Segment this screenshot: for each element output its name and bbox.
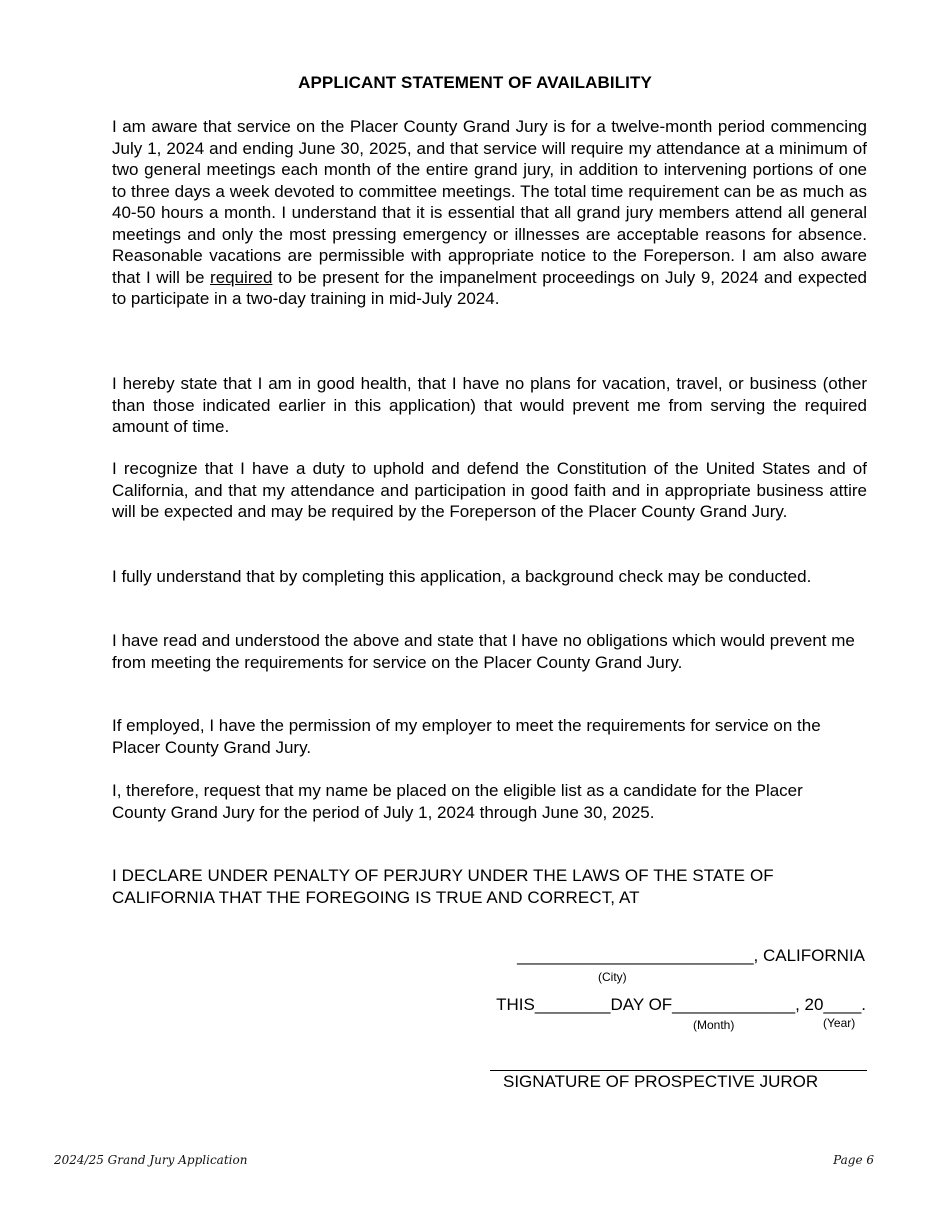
paragraph-background-check: I fully understand that by completing this application, a background check may be conducted. bbox=[112, 567, 812, 586]
month-caption: (Month) bbox=[693, 1018, 735, 1032]
footer-page-number: Page 6 bbox=[833, 1153, 874, 1167]
page-title: APPLICANT STATEMENT OF AVAILABILITY bbox=[298, 73, 652, 92]
footer-document-name: 2024/25 Grand Jury Application bbox=[54, 1153, 248, 1167]
paragraph-text: I am aware that service on the Placer County Grand Jury is for a twelve-month period commencing July 1, 2024 and ending June 30, 2025, and that service will require my attendance at a minimum of two general meetings each month of the entire grand jury, in addition to intervening portions of one to three days a week devoted to committee meetings. The total time requirement can be as much as 40-50 hours a month. I understand that it is essential that all grand jury members attend all general meetings and only the most pressing emergency or illnesses are acceptable reasons for absence. Reasonable vacations are permissible with appropriate notice to the Foreperson. I am also aware that I will be bbox=[112, 117, 867, 287]
year-caption: (Year) bbox=[823, 1016, 856, 1030]
signature-line[interactable] bbox=[490, 1070, 867, 1071]
paragraph-eligible-list-request: I, therefore, request that my name be placed on the eligible list as a candidate for the Placer County Grand Jury for the period of July 1, 2024 through June 30, 2025. bbox=[112, 781, 803, 822]
paragraph-duty-statement: I recognize that I have a duty to uphold and defend the Constitution of the United States and of California, and that my attendance and participation in good faith and in appropriate business attire will be expected and may be required by the Foreperson of the Placer County Grand Jury. bbox=[112, 459, 867, 521]
paragraph-service-requirements bbox=[112, 116, 867, 310]
paragraph-text: to be present for the impanelment proceedings on July 9, 2024 and expected to participate in a two-day training in mid-July 2024. bbox=[112, 267, 867, 308]
city-blank-line[interactable]: _________________________, CALIFORNIA bbox=[517, 946, 865, 965]
paragraph-health-statement: I hereby state that I am in good health, that I have no plans for vacation, travel, or business (other than those indicated earlier in this application) that would prevent me from serving the required amount of time. bbox=[112, 374, 867, 436]
paragraph-employer-permission: If employed, I have the permission of my employer to meet the requirements for service on the Placer County Grand Jury. bbox=[112, 716, 821, 757]
city-caption: (City) bbox=[598, 970, 627, 984]
date-blank-line[interactable]: THIS________DAY OF_____________, 20____. bbox=[496, 995, 866, 1014]
underlined-word-required: required bbox=[210, 267, 273, 287]
paragraph-no-obligations: I have read and understood the above and state that I have no obligations which would prevent me from meeting the requirements for service on the Placer County Grand Jury. bbox=[112, 631, 855, 672]
signature-caption: SIGNATURE OF PROSPECTIVE JUROR bbox=[503, 1072, 819, 1091]
paragraph-perjury-declaration: I DECLARE UNDER PENALTY OF PERJURY UNDER THE LAWS OF THE STATE OF CALIFORNIA THAT THE FOREGOING IS TRUE AND CORRECT, AT bbox=[112, 866, 774, 907]
